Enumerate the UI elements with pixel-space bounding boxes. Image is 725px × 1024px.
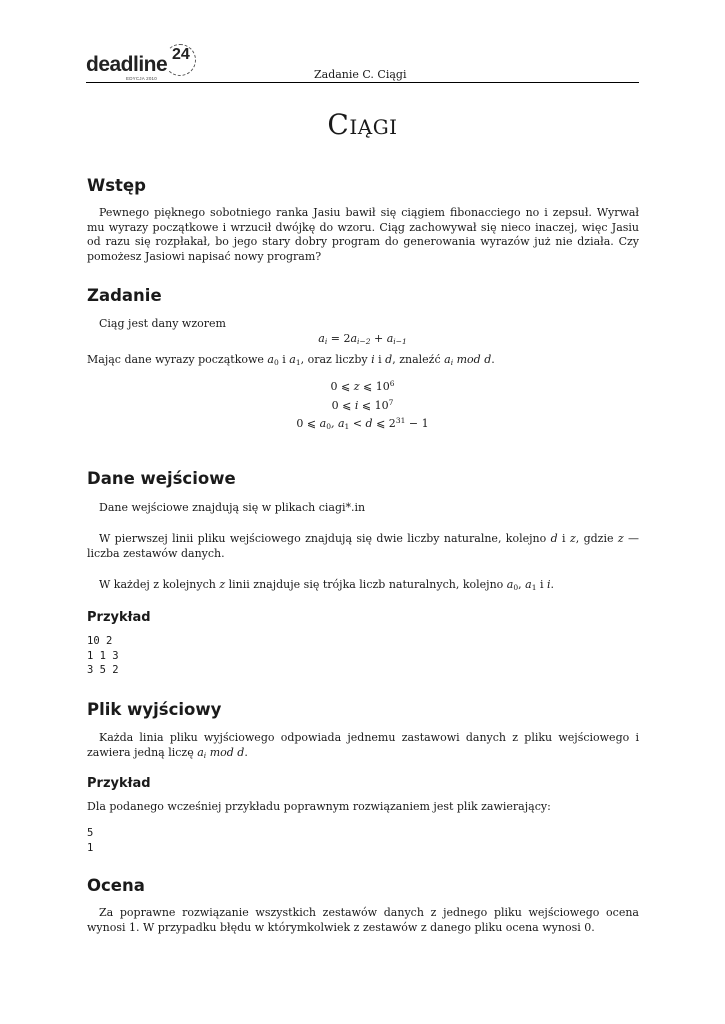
wejscie-p1: Dane wejściowe znajdują się w plikach ciagi*.in [99, 501, 366, 514]
deadline24-logo [86, 44, 201, 82]
section-heading-wstep: Wstęp [87, 176, 146, 195]
section-heading-zadanie: Zadanie [87, 286, 162, 305]
wyjscie-example-code: 5 1 [87, 827, 94, 854]
section-heading-wejscie: Dane wejściowe [87, 469, 236, 488]
constraint-a-d: 0 ⩽ $a_0$, $a_1 < d$ ⩽ $2^{31} - 1$ [296, 416, 429, 431]
constraint-z: 0 ⩽ z ⩽ $10^6$ [330, 379, 395, 393]
wstep-paragraph: Pewnego pięknego sobotniego ranka Jasiu bawił się ciągiem fibonacciego no i zepsuł. Wyrwał mu wyrazy początkowe i wrzucił dwójkę do wzoru. Ciąg zachowywał się nieco inaczej, więc Jasiu od razu się rozpłakał, bo jego stary dobry program do generowania wyrazów już nie działa. Czy pomożesz Jasiowi napisać nowy program? [87, 206, 639, 263]
wejscie-example-heading: Przykład [87, 610, 151, 625]
wejscie-example-code: 10 2 1 1 3 3 5 2 [87, 635, 119, 677]
logo-edition: EDYCJA 2010 [126, 76, 157, 81]
header-rule [86, 82, 639, 83]
running-title: Zadanie C. Ciągi [314, 68, 407, 81]
zadanie-given: Mając dane wyrazy początkowe $a_0$ i $a_1$, oraz liczby i i d, znaleźć $a_i$ mod d. [87, 353, 495, 367]
wyjscie-example-text: Dla podanego wcześniej przykładu poprawnym rozwiązaniem jest plik zawierający: [87, 800, 551, 813]
logo-word: deadline [86, 53, 168, 76]
section-heading-ocena: Ocena [87, 876, 145, 895]
wejscie-p2: W pierwszej linii pliku wejściowego znajdują się dwie liczby naturalne, kolejno d i z, gdzie z — liczba zestawów danych. [87, 532, 640, 560]
logo-number: 24 [172, 46, 190, 63]
zadanie-intro: Ciąg jest dany wzorem [99, 317, 226, 330]
section-heading-wyjscie: Plik wyjściowy [87, 700, 222, 719]
wejscie-p3: W każdej z kolejnych z linii znajduje się trójka liczb naturalnych, kolejno $a_0$, $a_1$ i i. [99, 578, 555, 592]
ocena-paragraph: Za poprawne rozwiązanie wszystkich zestawów danych z jednego pliku wejściowego ocena wynosi 1. W przypadku błędu w którymkolwiek z zestawów z danego pliku ocena wynosi 0. [87, 906, 639, 934]
wyjscie-example-heading: Przykład [87, 776, 151, 791]
wyjscie-p1: Każda linia pliku wyjściowego odpowiada jednemu zastawowi danych z pliku wejściowego i zawiera jedną liczę $a_i$ mod d. [87, 731, 639, 760]
recurrence-formula: $a_i = 2a_{i-2} + a_{i-1}$ [318, 332, 407, 346]
document-title: Ciągi [327, 108, 398, 141]
constraint-i: 0 ⩽ i ⩽ $10^7$ [331, 398, 394, 412]
